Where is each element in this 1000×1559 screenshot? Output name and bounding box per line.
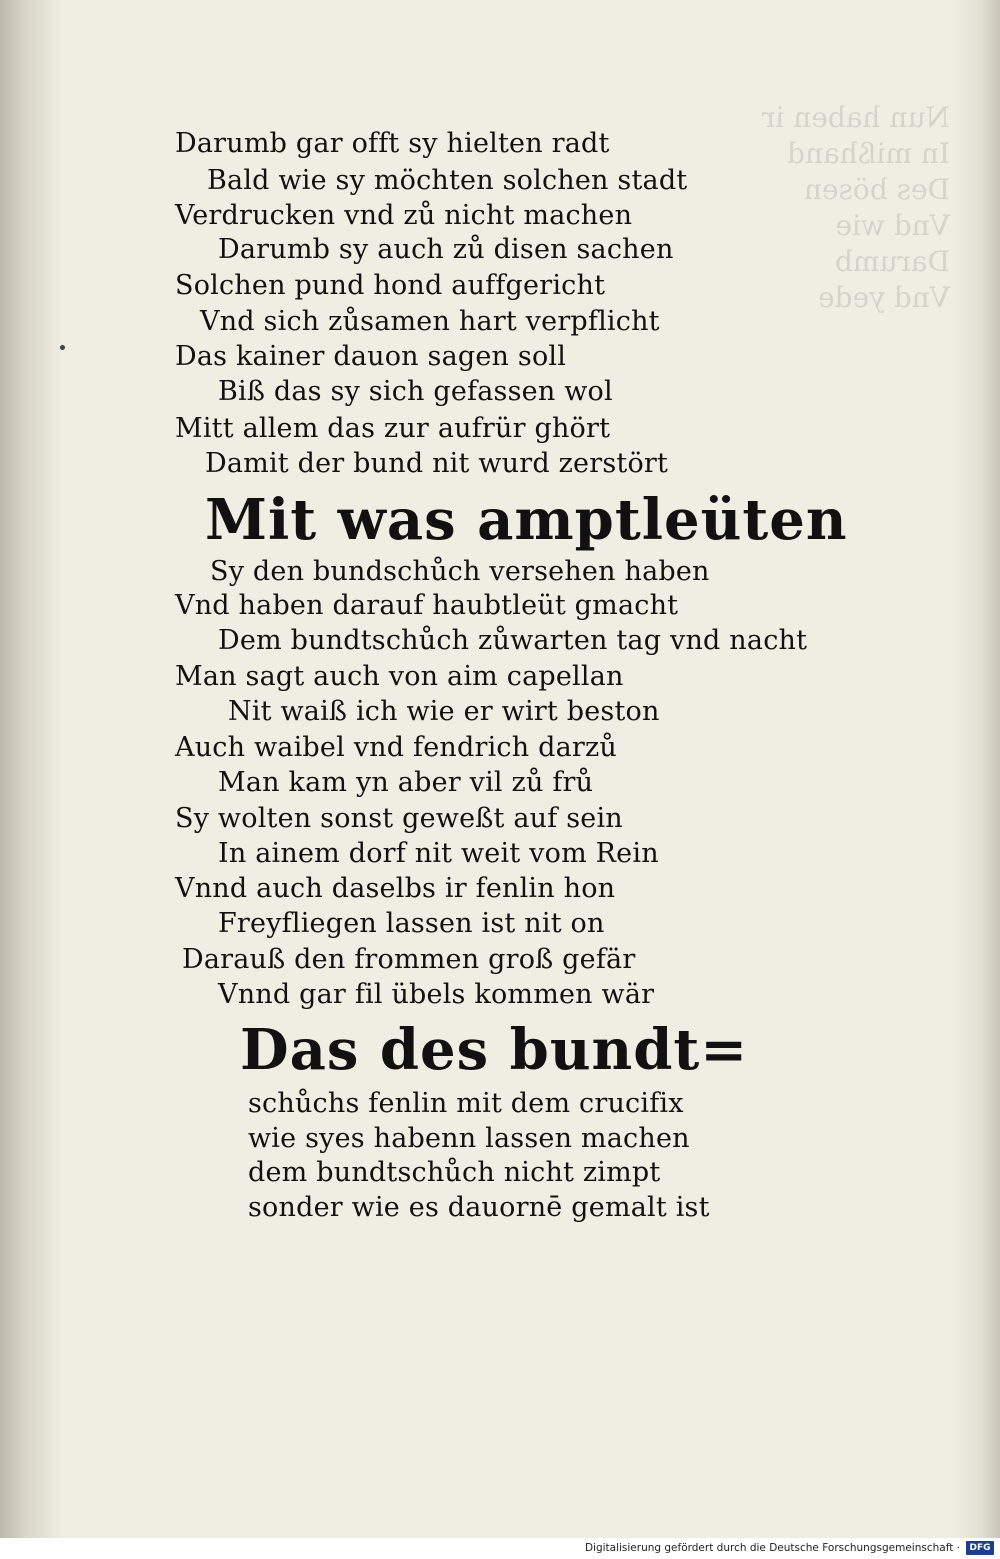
verse-line: Das kainer dauon sagen soll xyxy=(175,341,567,372)
verse-line: Darumb sy auch zů disen sachen xyxy=(218,234,674,265)
funding-credit: Digitalisierung gefördert durch die Deutsche Forschungsgemeinschaft · xyxy=(584,1542,960,1554)
verse-line: Vnnd gar fil übels kommen wär xyxy=(218,979,655,1010)
dfg-logo: DFG xyxy=(966,1541,994,1555)
verse-line: Freyfliegen lassen ist nit on xyxy=(218,908,605,939)
verse-line: Solchen pund hond auffgericht xyxy=(175,270,606,301)
verse-line: Vnd sich zůsamen hart verpflicht xyxy=(200,306,660,337)
caption-line: wie syes habenn lassen machen xyxy=(248,1123,690,1154)
caption-line: schůchs fenlin mit dem crucifix xyxy=(248,1088,684,1119)
bleed-through-text: Nun haben ir In mißhand Des bösen Vnd wie Darumb Vnd yede xyxy=(762,101,950,314)
caption-line: dem bundtschůch nicht zimpt xyxy=(248,1157,661,1188)
verse-line: Man kam yn aber vil zů frů xyxy=(218,767,594,798)
verse-line: Darumb gar offt sy hielten radt xyxy=(175,128,610,159)
verse-line: Vnnd auch daselbs ir fenlin hon xyxy=(175,873,616,904)
verse-line: Sy wolten sonst geweßt auf sein xyxy=(175,803,623,834)
verse-line: In ainem dorf nit weit vom Rein xyxy=(218,838,659,869)
verse-line: Verdrucken vnd zů nicht machen xyxy=(175,200,633,231)
verse-line: Sy den bundschůch versehen haben xyxy=(210,556,710,587)
verse-line: Bald wie sy möchten solchen stadt xyxy=(207,165,688,196)
section-heading: Mit was amptleüten xyxy=(205,487,848,553)
verse-line: Auch waibel vnd fendrich darzů xyxy=(175,732,617,763)
verse-line: Biß das sy sich gefassen wol xyxy=(218,376,613,407)
verse-line: Man sagt auch von aim capellan xyxy=(175,661,624,692)
verse-line: Nit waiß ich wie er wirt beston xyxy=(228,696,660,727)
verse-line: Vnd haben darauf haubtleüt gmacht xyxy=(175,590,679,621)
footer-bar xyxy=(0,1538,1000,1559)
caption-line: sonder wie es dauornē gemalt ist xyxy=(248,1192,710,1223)
verse-line: Mitt allem das zur aufrür ghört xyxy=(175,413,611,444)
verse-line: Darauß den frommen groß gefär xyxy=(182,944,636,975)
caption-heading: Das des bundt= xyxy=(240,1017,749,1083)
verse-line: Damit der bund nit wurd zerstört xyxy=(205,448,669,479)
verse-line: Dem bundtschůch zůwarten tag vnd nacht xyxy=(218,625,808,656)
